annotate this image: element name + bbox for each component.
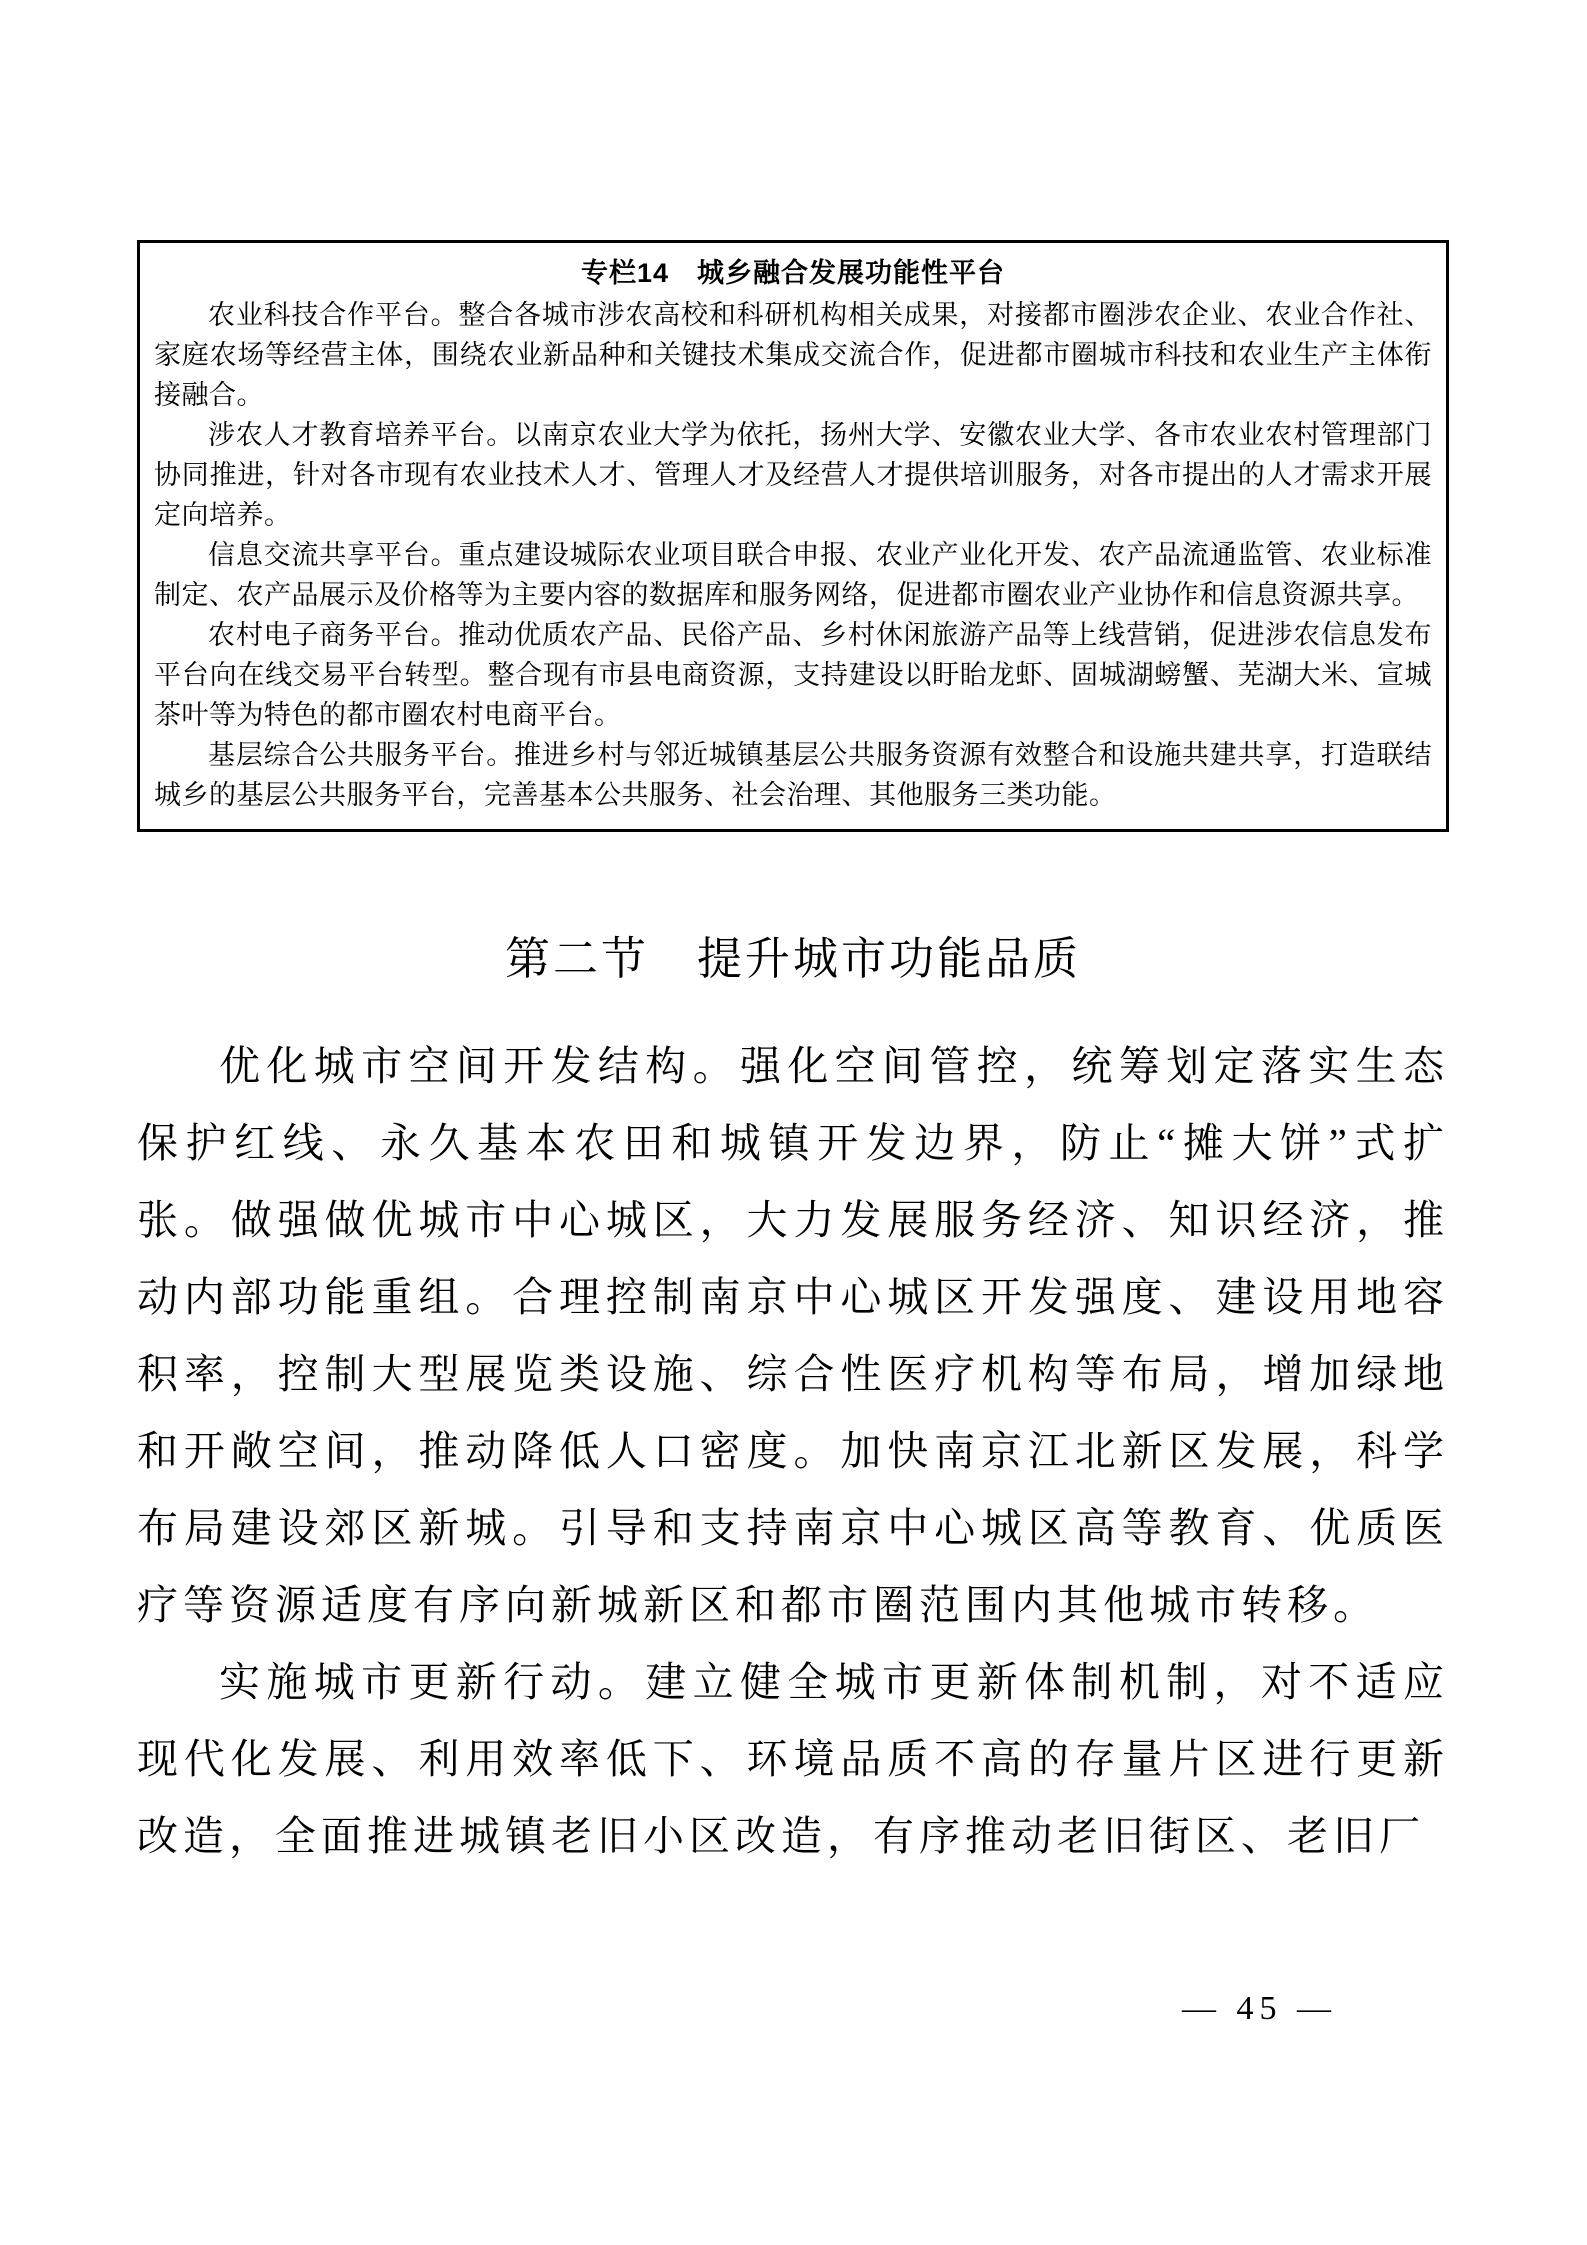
section-heading: 第二节 提升城市功能品质 (504, 934, 1081, 984)
column-box (137, 240, 1449, 832)
column-box-title: 专栏14 城乡融合发展功能性平台 (580, 258, 1006, 288)
column-box-paragraph: 涉农人才教育培养平台。以南京农业大学为依托，扬州大学、安徽农业大学、各市农业农村管理部门协同推进，针对各市现有农业技术人才、管理人才及经营人才提供培训服务，对各市提出的人才需求开展定向培养。 (154, 420, 1432, 530)
column-box-paragraph: 信息交流共享平台。重点建设城际农业项目联合申报、农业产业化开发、农产品流通监管、农业标准制定、农产品展示及价格等为主要内容的数据库和服务网络，促进都市圈农业产业协作和信息资源共享。 (154, 540, 1432, 610)
page-number: — 45 — (1182, 1990, 1337, 2027)
column-box-paragraph: 基层综合公共服务平台。推进乡村与邻近城镇基层公共服务资源有效整合和设施共建共享，打造联结城乡的基层公共服务平台，完善基本公共服务、社会治理、其他服务三类功能。 (154, 740, 1432, 810)
body-paragraph: 实施城市更新行动。建立健全城市更新体制机制，对不适应现代化发展、利用效率低下、环境品质不高的存量片区进行更新改造，全面推进城镇老旧小区改造，有序推动老旧街区、老旧厂 (137, 1659, 1449, 1859)
column-box-paragraph: 农村电子商务平台。推动优质农产品、民俗产品、乡村休闲旅游产品等上线营销，促进涉农信息发布平台向在线交易平台转型。整合现有市县电商资源，支持建设以盱眙龙虾、固城湖螃蟹、芜湖大米、宣城茶叶等为特色的都市圈农村电商平台。 (154, 620, 1432, 730)
column-box-paragraph: 农业科技合作平台。整合各城市涉农高校和科研机构相关成果，对接都市圈涉农企业、农业合作社、家庭农场等经营主体，围绕农业新品种和关键技术集成交流合作，促进都市圈城市科技和农业生产主体衔接融合。 (154, 300, 1432, 410)
body-paragraph: 优化城市空间开发结构。强化空间管控，统筹划定落实生态保护红线、永久基本农田和城镇开发边界，防止“摊大饼”式扩张。做强做优城市中心城区，大力发展服务经济、知识经济，推动内部功能重组。合理控制南京中心城区开发强度、建设用地容积率，控制大型展览类设施、综合性医疗机构等布局，增加绿地和开敞空间，推动降低人口密度。加快南京江北新区发展，科学布局建设郊区新城。引导和支持南京中心城区高等教育、优质医疗等资源适度有序向新城新区和都市圈范围内其他城市转移。 (137, 1043, 1449, 1628)
